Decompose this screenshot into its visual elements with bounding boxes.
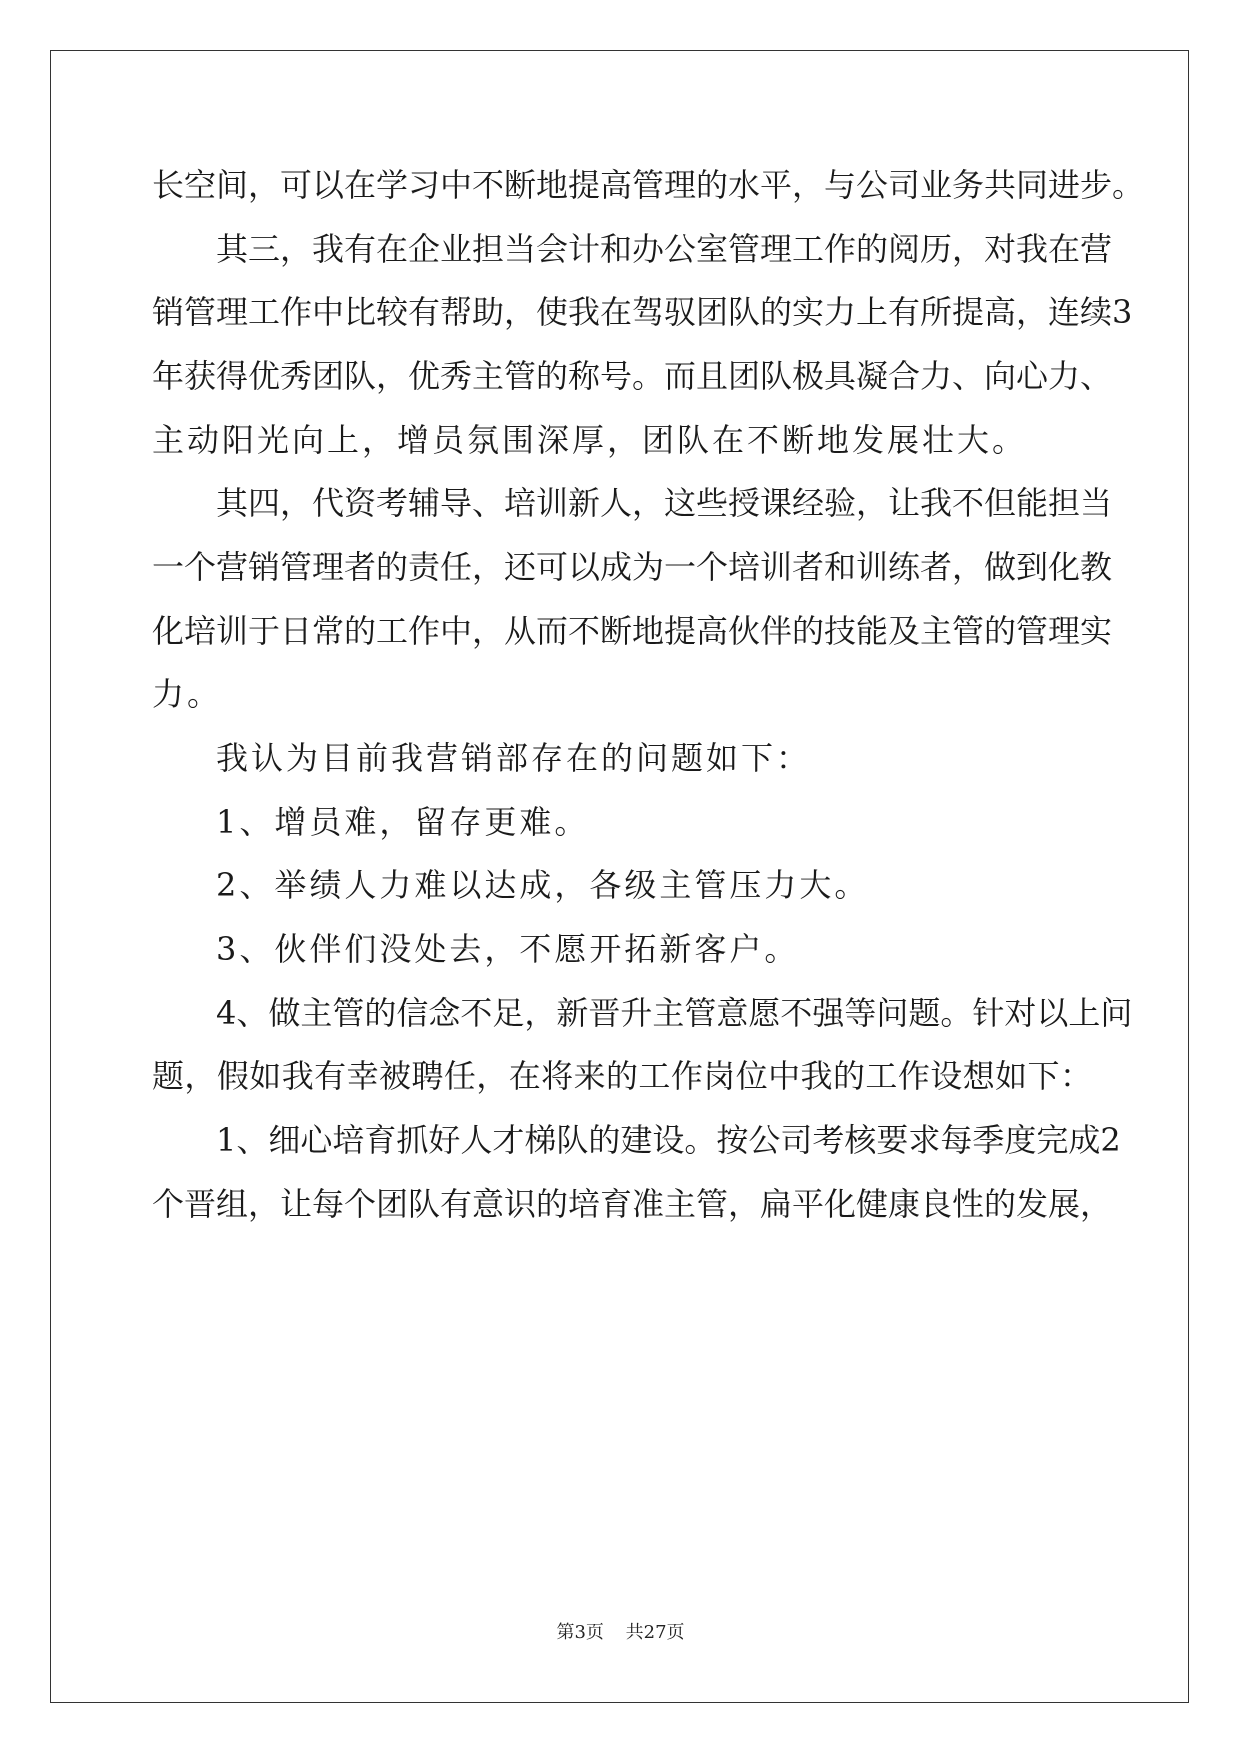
- text-line: 一个营销管理者的责任，还可以成为一个培训者和训练者，做到化教: [152, 548, 1113, 586]
- text-line: 4、做主管的信念不足，新晋升主管意愿不强等问题。针对以上问: [216, 994, 1133, 1032]
- text-line: 1、细心培育抓好人才梯队的建设。按公司考核要求每季度完成2: [216, 1121, 1121, 1159]
- text-line: 销管理工作中比较有帮助，使我在驾驭团队的实力上有所提高，连续3: [152, 293, 1133, 331]
- text-line: 年获得优秀团队，优秀主管的称号。而且团队极具凝合力、向心力、: [152, 357, 1113, 395]
- text-line: 其三，我有在企业担当会计和办公室管理工作的阅历，对我在营: [216, 230, 1113, 268]
- text-line: 化培训于日常的工作中，从而不断地提高伙伴的技能及主管的管理实: [152, 612, 1113, 650]
- text-line: 题，假如我有幸被聘任，在将来的工作岗位中我的工作设想如下：: [152, 1057, 1092, 1095]
- page-total: 共27页: [625, 1622, 685, 1643]
- text-line: 主动阳光向上，增员氛围深厚，团队在不断地发展壮大。: [152, 421, 1028, 459]
- text-line: 2、举绩人力难以达成，各级主管压力大。: [216, 866, 870, 904]
- text-line: 3、伙伴们没处去，不愿开拓新客户。: [216, 930, 800, 968]
- text-line: 我认为目前我营销部存在的问题如下：: [216, 739, 812, 777]
- page-footer: [0, 1618, 1241, 1644]
- text-line: 其四，代资考辅导、培训新人，这些授课经验，让我不但能担当: [216, 484, 1113, 522]
- text-line: 力。: [152, 675, 223, 713]
- text-line: 个晋组，让每个团队有意识的培育准主管，扁平化健康良性的发展，: [152, 1185, 1113, 1223]
- text-line: 1、增员难，留存更难。: [216, 803, 590, 841]
- text-line: 长空间，可以在学习中不断地提高管理的水平，与公司业务共同进步。: [152, 166, 1145, 204]
- page-number: 第3页: [556, 1622, 604, 1643]
